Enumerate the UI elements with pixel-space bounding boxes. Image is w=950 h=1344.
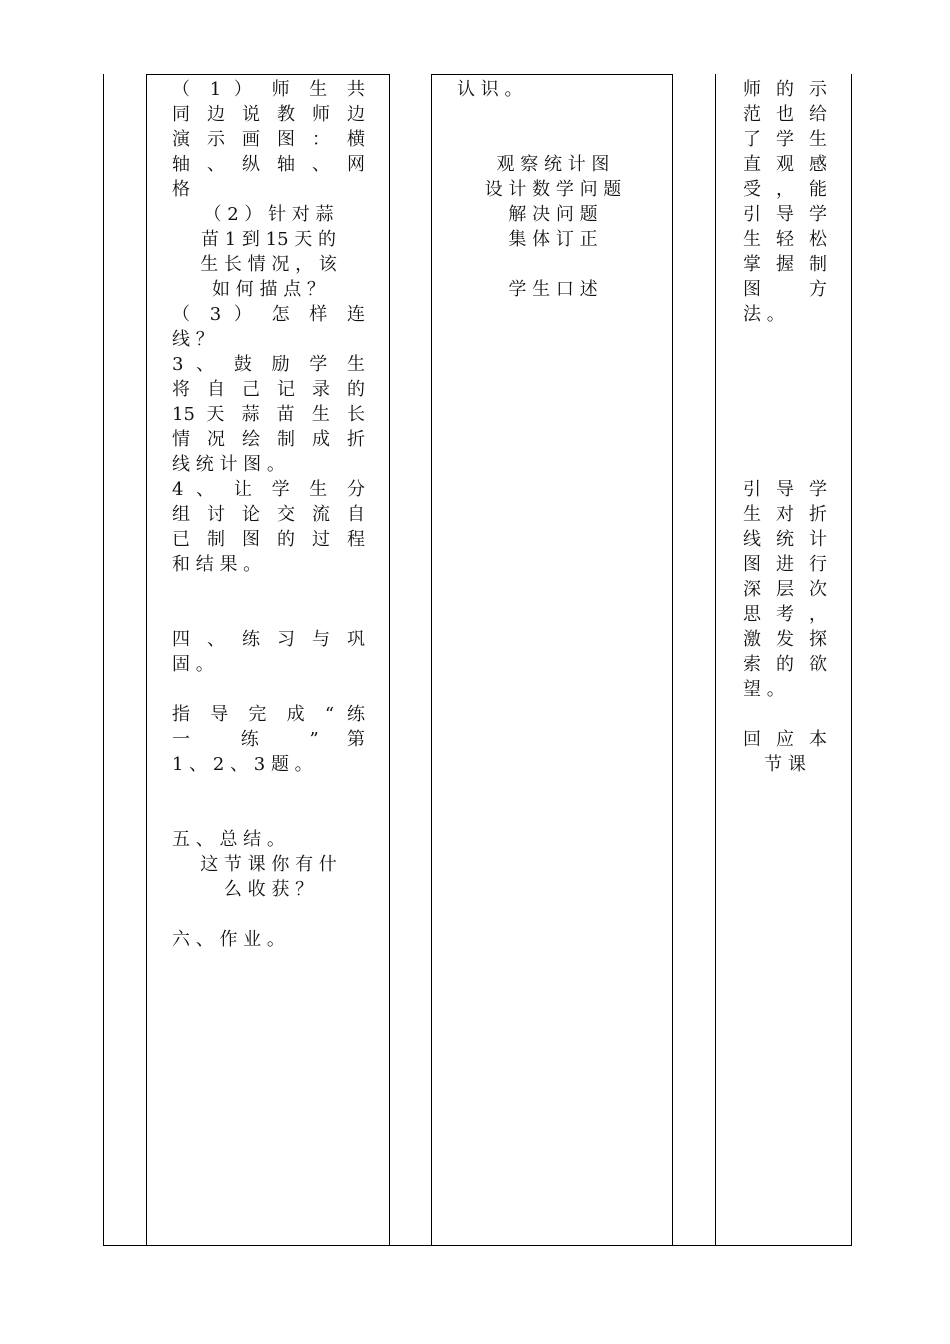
table-top-border-student	[431, 74, 673, 75]
teacher-activity-line	[172, 677, 365, 702]
teacher-activity-line: 一 练 ” 第	[172, 729, 365, 750]
design-intent-line: 生 轻 松	[743, 229, 827, 250]
design-intent-line: 范 也 给	[743, 104, 827, 125]
teacher-activity-line: 指 导 完 成 “ 练	[172, 704, 365, 725]
design-intent-line: 深 层 次	[743, 579, 827, 600]
teacher-activity-line	[172, 577, 365, 602]
design-intent-line	[743, 377, 827, 402]
design-intent-line	[743, 352, 827, 377]
design-intent-line	[743, 452, 827, 477]
teacher-activity-line: 轴 、 纵 轴 、 网	[172, 154, 365, 175]
teacher-activity-line: （ 1 ） 师 生 共	[172, 79, 365, 100]
teacher-activity-line: 么 收 获 ？	[223, 879, 314, 900]
table-border-right	[851, 74, 852, 1246]
design-intent-line	[743, 327, 827, 352]
design-intent-line: 师 的 示	[743, 79, 827, 100]
table-divider-4	[672, 74, 673, 1246]
design-intent-line: 了 学 生	[743, 129, 827, 150]
student-activity-line: 集 体 订 正	[508, 229, 598, 250]
table-border-left	[103, 74, 104, 1246]
design-intent-line	[743, 702, 827, 727]
teacher-activity-line: 苗 1 到 15 天 的	[201, 229, 336, 250]
teacher-activity-line: 线 统 计 图 。	[172, 454, 285, 475]
teacher-activity-line: （ 2 ） 针 对 蒜	[203, 204, 334, 225]
teacher-activity-line: （ 3 ） 怎 样 连	[172, 304, 365, 325]
design-intent-line: 受 ， 能	[743, 179, 827, 200]
student-activity-line	[457, 127, 649, 152]
student-activity-line: 解 决 问 题	[508, 204, 598, 225]
teacher-activity-line: 将 自 己 记 录 的	[172, 379, 365, 400]
design-intent-line: 望 。	[743, 679, 785, 700]
design-intent-line: 生 对 折	[743, 504, 827, 525]
design-intent-line	[743, 402, 827, 427]
teacher-activity-line: 线 ？	[172, 329, 214, 350]
teacher-activity-line	[172, 902, 365, 927]
student-activity-line: 设 计 数 学 问 题	[484, 179, 622, 200]
teacher-activity-line: 五 、 总 结 。	[172, 829, 285, 850]
teacher-activity-line: 1 、 2 、 3 题 。	[172, 754, 313, 775]
teacher-activity-line: 如 何 描 点 ？	[212, 279, 325, 300]
student-activity-line: 认 识 。	[457, 79, 523, 100]
student-activity-column	[457, 77, 649, 302]
design-intent-line: 掌 握 制	[743, 254, 827, 275]
teacher-activity-line: 15 天 蒜 苗 生 长	[172, 404, 365, 425]
table-divider-3	[431, 74, 432, 1246]
design-intent-line: 回 应 本	[743, 729, 827, 750]
teacher-activity-line: 格	[172, 179, 190, 200]
teacher-activity-column	[172, 77, 365, 952]
table-top-border-teacher	[146, 74, 390, 75]
design-intent-line: 引 导 学	[743, 204, 827, 225]
teacher-activity-line: 四 、 练 习 与 巩	[172, 629, 365, 650]
teacher-activity-line: 4 、 让 学 生 分	[172, 479, 365, 500]
teacher-activity-line: 生 长 情 况 ， 该	[200, 254, 337, 275]
design-intent-line: 直 观 感	[743, 154, 827, 175]
table-divider-1	[146, 74, 147, 1246]
teacher-activity-line	[172, 802, 365, 827]
design-intent-line: 图 方	[743, 279, 827, 300]
teacher-activity-line: 组 讨 论 交 流 自	[172, 504, 365, 525]
teacher-activity-line: 已 制 图 的 过 程	[172, 529, 365, 550]
teacher-activity-line: 六 、 作 业 。	[172, 929, 285, 950]
design-intent-line: 图 进 行	[743, 554, 827, 575]
teacher-activity-line: 这 节 课 你 有 什	[200, 854, 337, 875]
teacher-activity-line: 演 示 画 图 ： 横	[172, 129, 365, 150]
teacher-activity-line: 3 、 鼓 励 学 生	[172, 354, 365, 375]
design-intent-line: 法 。	[743, 304, 785, 325]
table-divider-2	[389, 74, 390, 1246]
student-activity-line	[457, 252, 649, 277]
design-intent-line: 索 的 欲	[743, 654, 827, 675]
teacher-activity-line: 同 边 说 教 师 边	[172, 104, 365, 125]
student-activity-line: 学 生 口 述	[508, 279, 598, 300]
design-intent-column	[743, 77, 827, 777]
teacher-activity-line	[172, 777, 365, 802]
teacher-activity-line: 固 。	[172, 654, 214, 675]
teacher-activity-line: 情 况 绘 制 成 折	[172, 429, 365, 450]
teacher-activity-line: 和 结 果 。	[172, 554, 262, 575]
design-intent-line	[743, 427, 827, 452]
design-intent-line: 节 课	[764, 754, 806, 775]
design-intent-line: 激 发 探	[743, 629, 827, 650]
table-bottom-border	[103, 1245, 852, 1246]
student-activity-line: 观 察 统 计 图	[496, 154, 610, 175]
teacher-activity-line	[172, 602, 365, 627]
design-intent-line: 线 统 计	[743, 529, 827, 550]
table-divider-5	[715, 74, 716, 1246]
student-activity-line	[457, 102, 649, 127]
design-intent-line: 思 考 ，	[743, 604, 827, 625]
design-intent-line: 引 导 学	[743, 479, 827, 500]
